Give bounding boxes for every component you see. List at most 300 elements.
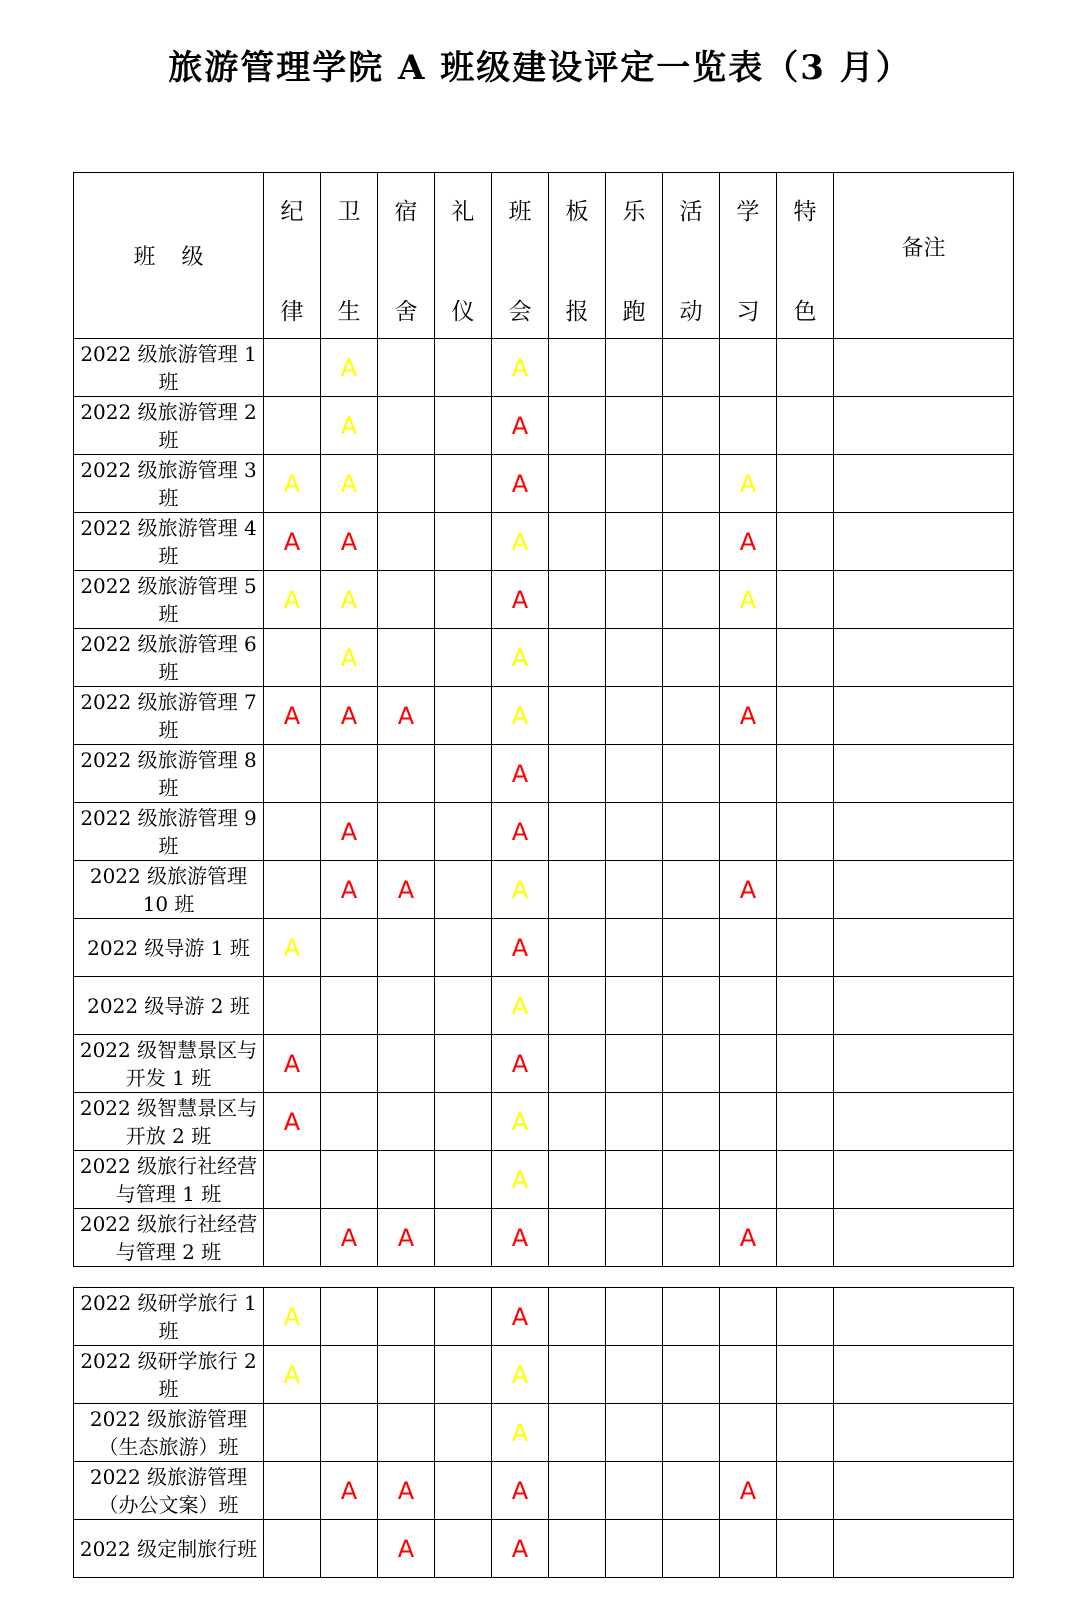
- rating-cell: [492, 745, 549, 803]
- rating-cell: [321, 1209, 378, 1267]
- rating-cell: [378, 861, 435, 919]
- rating-cell: [720, 977, 777, 1035]
- rating-mark: A: [511, 1165, 529, 1194]
- rating-cell: [663, 397, 720, 455]
- rating-cell: [549, 861, 606, 919]
- rating-cell: [720, 397, 777, 455]
- rating-cell: [663, 1151, 720, 1209]
- rating-mark: A: [511, 875, 529, 904]
- rating-cell: [321, 1346, 378, 1404]
- rating-cell: [777, 397, 834, 455]
- rating-cell: [492, 687, 549, 745]
- remark-cell: [834, 687, 1014, 745]
- table-row: [74, 629, 1014, 687]
- table-row: [74, 1288, 1014, 1346]
- rating-cell: [492, 1288, 549, 1346]
- rating-cell: [549, 745, 606, 803]
- rating-cell: [321, 803, 378, 861]
- rating-cell: [720, 1035, 777, 1093]
- rating-cell: [264, 339, 321, 397]
- table-row: [74, 1462, 1014, 1520]
- table-row: [74, 1520, 1014, 1578]
- rating-cell: [663, 977, 720, 1035]
- class-name-cell: 2022 级研学旅行 1 班: [74, 1288, 264, 1346]
- rating-cell: [435, 861, 492, 919]
- table-row: [74, 1093, 1014, 1151]
- rating-cell: [492, 1209, 549, 1267]
- header-char: 跑: [622, 299, 646, 325]
- rating-cell: [777, 455, 834, 513]
- table-row: [74, 1151, 1014, 1209]
- rating-mark: A: [511, 527, 529, 556]
- rating-mark: A: [511, 701, 529, 730]
- header-char: 律: [280, 299, 304, 325]
- rating-cell: [606, 977, 663, 1035]
- class-name-cell: 2022 级旅行社经营与管理 1 班: [74, 1151, 264, 1209]
- rating-cell: [549, 919, 606, 977]
- rating-cell: [378, 1462, 435, 1520]
- rating-mark: A: [340, 585, 358, 614]
- rating-cell: [264, 1288, 321, 1346]
- rating-cell: [264, 455, 321, 513]
- class-name-cell: 2022 级旅游管理 2 班: [74, 397, 264, 455]
- rating-cell: [663, 455, 720, 513]
- rating-mark: A: [739, 1223, 757, 1252]
- rating-cell: [663, 919, 720, 977]
- rating-mark: A: [511, 991, 529, 1020]
- rating-cell: [663, 803, 720, 861]
- rating-cell: [378, 919, 435, 977]
- rating-cell: [492, 803, 549, 861]
- rating-cell: [777, 745, 834, 803]
- header-etiquette: [435, 173, 492, 339]
- class-name-cell: 2022 级旅游管理 8 班: [74, 745, 264, 803]
- rating-table-continued: [73, 1287, 1014, 1578]
- header-char: 生: [337, 299, 361, 325]
- header-char: 报: [565, 299, 589, 325]
- remark-cell: [834, 455, 1014, 513]
- rating-cell: [378, 1288, 435, 1346]
- rating-cell: [663, 1288, 720, 1346]
- rating-cell: [492, 919, 549, 977]
- rating-cell: [606, 1209, 663, 1267]
- rating-mark: A: [283, 1360, 301, 1389]
- class-name-cell: 2022 级旅游管理 10 班: [74, 861, 264, 919]
- header-char: 动: [679, 299, 703, 325]
- rating-mark: A: [283, 469, 301, 498]
- rating-cell: [720, 803, 777, 861]
- class-name-cell: 2022 级研学旅行 2 班: [74, 1346, 264, 1404]
- remark-cell: [834, 513, 1014, 571]
- rating-cell: [663, 687, 720, 745]
- rating-cell: [777, 1209, 834, 1267]
- header-char: 习: [736, 299, 760, 325]
- table-row: [74, 339, 1014, 397]
- rating-cell: [321, 397, 378, 455]
- rating-cell: [378, 1151, 435, 1209]
- rating-cell: [264, 1346, 321, 1404]
- table-row: [74, 455, 1014, 513]
- rating-cell: [720, 513, 777, 571]
- rating-mark: A: [340, 353, 358, 382]
- table-row: [74, 571, 1014, 629]
- rating-mark: A: [340, 411, 358, 440]
- remark-cell: [834, 977, 1014, 1035]
- document-title: 旅游管理学院 A 班级建设评定一览表（3 月）: [168, 48, 912, 88]
- rating-cell: [720, 1462, 777, 1520]
- class-name-cell: 2022 级旅游管理 9 班: [74, 803, 264, 861]
- class-name-cell: 2022 级导游 2 班: [74, 977, 264, 1035]
- rating-cell: [264, 861, 321, 919]
- rating-mark: A: [739, 527, 757, 556]
- rating-cell: [264, 745, 321, 803]
- rating-cell: [378, 455, 435, 513]
- header-char: 板: [565, 199, 589, 225]
- rating-cell: [777, 629, 834, 687]
- class-name-cell: 2022 级导游 1 班: [74, 919, 264, 977]
- class-name-cell: 2022 级旅游管理 6 班: [74, 629, 264, 687]
- header-char: 舍: [394, 299, 418, 325]
- rating-cell: [264, 1209, 321, 1267]
- rating-cell: [549, 1520, 606, 1578]
- table-row: [74, 397, 1014, 455]
- rating-cell: [492, 1520, 549, 1578]
- rating-cell: [378, 1209, 435, 1267]
- rating-cell: [720, 1346, 777, 1404]
- rating-cell: [321, 455, 378, 513]
- rating-cell: [606, 455, 663, 513]
- rating-cell: [777, 919, 834, 977]
- rating-cell: [378, 513, 435, 571]
- rating-cell: [321, 745, 378, 803]
- rating-cell: [378, 571, 435, 629]
- rating-cell: [549, 1404, 606, 1462]
- rating-mark: A: [340, 817, 358, 846]
- rating-cell: [492, 1404, 549, 1462]
- rating-cell: [435, 919, 492, 977]
- table-row: [74, 1209, 1014, 1267]
- rating-cell: [663, 629, 720, 687]
- header-char: 纪: [280, 199, 304, 225]
- rating-cell: [378, 629, 435, 687]
- rating-cell: [606, 571, 663, 629]
- rating-cell: [264, 1520, 321, 1578]
- table-body-continued: [74, 1288, 1014, 1578]
- rating-cell: [264, 513, 321, 571]
- rating-mark: A: [283, 1302, 301, 1331]
- rating-mark: A: [397, 875, 415, 904]
- rating-cell: [264, 919, 321, 977]
- rating-cell: [321, 1035, 378, 1093]
- rating-cell: [435, 571, 492, 629]
- rating-cell: [777, 339, 834, 397]
- rating-mark: A: [511, 1360, 529, 1389]
- rating-cell: [435, 687, 492, 745]
- rating-cell: [435, 1035, 492, 1093]
- rating-mark: A: [739, 1476, 757, 1505]
- rating-cell: [720, 1520, 777, 1578]
- remark-cell: [834, 629, 1014, 687]
- rating-cell: [378, 745, 435, 803]
- rating-cell: [777, 1520, 834, 1578]
- rating-cell: [720, 1093, 777, 1151]
- rating-cell: [663, 1520, 720, 1578]
- rating-cell: [549, 1288, 606, 1346]
- rating-mark: A: [340, 527, 358, 556]
- rating-cell: [777, 571, 834, 629]
- rating-mark: A: [340, 1223, 358, 1252]
- rating-cell: [720, 455, 777, 513]
- rating-cell: [549, 1035, 606, 1093]
- rating-cell: [606, 1462, 663, 1520]
- class-name-cell: 2022 级旅游管理（生态旅游）班: [74, 1404, 264, 1462]
- remark-cell: [834, 1346, 1014, 1404]
- rating-mark: A: [739, 469, 757, 498]
- rating-cell: [321, 513, 378, 571]
- rating-cell: [720, 1404, 777, 1462]
- rating-cell: [549, 803, 606, 861]
- header-study: [720, 173, 777, 339]
- rating-mark: A: [511, 353, 529, 382]
- table-row: [74, 861, 1014, 919]
- rating-cell: [378, 687, 435, 745]
- rating-cell: [264, 397, 321, 455]
- rating-cell: [435, 513, 492, 571]
- rating-cell: [606, 1035, 663, 1093]
- rating-cell: [378, 1093, 435, 1151]
- class-name-cell: 2022 级旅游管理 1 班: [74, 339, 264, 397]
- rating-table-main: [73, 172, 1014, 1267]
- rating-mark: A: [397, 1534, 415, 1563]
- rating-cell: [435, 339, 492, 397]
- header-char: 乐: [622, 199, 646, 225]
- rating-cell: [492, 397, 549, 455]
- rating-cell: [549, 339, 606, 397]
- rating-cell: [435, 1346, 492, 1404]
- rating-cell: [492, 1093, 549, 1151]
- rating-cell: [321, 571, 378, 629]
- rating-cell: [549, 629, 606, 687]
- remark-cell: [834, 1035, 1014, 1093]
- rating-cell: [663, 1462, 720, 1520]
- class-name-cell: 2022 级旅游管理 3 班: [74, 455, 264, 513]
- rating-cell: [264, 1151, 321, 1209]
- rating-mark: A: [340, 1476, 358, 1505]
- rating-cell: [264, 1093, 321, 1151]
- rating-cell: [720, 919, 777, 977]
- rating-cell: [264, 687, 321, 745]
- rating-cell: [606, 1093, 663, 1151]
- rating-cell: [720, 571, 777, 629]
- remark-cell: [834, 745, 1014, 803]
- rating-cell: [549, 571, 606, 629]
- table-header-row: [74, 173, 1014, 339]
- rating-mark: A: [511, 1476, 529, 1505]
- table-row: [74, 687, 1014, 745]
- rating-mark: A: [511, 933, 529, 962]
- rating-cell: [606, 1520, 663, 1578]
- rating-cell: [435, 455, 492, 513]
- class-name-cell: 2022 级定制旅行班: [74, 1520, 264, 1578]
- rating-cell: [321, 1520, 378, 1578]
- rating-cell: [492, 1462, 549, 1520]
- header-blackboard: [549, 173, 606, 339]
- class-name-cell: 2022 级旅游管理 7 班: [74, 687, 264, 745]
- rating-cell: [606, 397, 663, 455]
- rating-cell: [435, 397, 492, 455]
- table-row: [74, 513, 1014, 571]
- table-row: [74, 919, 1014, 977]
- rating-cell: [720, 339, 777, 397]
- rating-cell: [264, 1035, 321, 1093]
- rating-cell: [264, 571, 321, 629]
- header-char: 特: [793, 199, 817, 225]
- rating-mark: A: [511, 1302, 529, 1331]
- class-name-cell: 2022 级智慧景区与开放 2 班: [74, 1093, 264, 1151]
- class-name-cell: 2022 级旅游管理 4 班: [74, 513, 264, 571]
- rating-cell: [264, 1462, 321, 1520]
- rating-mark: A: [511, 817, 529, 846]
- rating-mark: A: [283, 527, 301, 556]
- rating-mark: A: [511, 1049, 529, 1078]
- rating-cell: [606, 629, 663, 687]
- remark-cell: [834, 571, 1014, 629]
- rating-cell: [777, 687, 834, 745]
- rating-cell: [492, 1035, 549, 1093]
- rating-cell: [720, 1288, 777, 1346]
- rating-cell: [663, 1035, 720, 1093]
- rating-cell: [321, 687, 378, 745]
- rating-cell: [435, 745, 492, 803]
- rating-cell: [435, 1462, 492, 1520]
- rating-mark: A: [340, 875, 358, 904]
- rating-mark: A: [511, 759, 529, 788]
- rating-cell: [777, 513, 834, 571]
- rating-cell: [777, 803, 834, 861]
- rating-cell: [606, 1288, 663, 1346]
- rating-cell: [606, 1404, 663, 1462]
- rating-mark: A: [739, 875, 757, 904]
- rating-cell: [663, 861, 720, 919]
- header-char: 活: [679, 199, 703, 225]
- remark-cell: [834, 1288, 1014, 1346]
- rating-cell: [663, 513, 720, 571]
- rating-mark: A: [739, 585, 757, 614]
- rating-cell: [492, 629, 549, 687]
- rating-cell: [435, 1288, 492, 1346]
- rating-mark: A: [283, 585, 301, 614]
- remark-cell: [834, 339, 1014, 397]
- remark-cell: [834, 1093, 1014, 1151]
- rating-cell: [549, 1462, 606, 1520]
- table-row: [74, 977, 1014, 1035]
- rating-cell: [492, 1346, 549, 1404]
- table-row: [74, 803, 1014, 861]
- header-char: 色: [793, 299, 817, 325]
- header-class-meeting: [492, 173, 549, 339]
- rating-cell: [321, 861, 378, 919]
- table-row: [74, 745, 1014, 803]
- rating-cell: [777, 1404, 834, 1462]
- rating-cell: [720, 1151, 777, 1209]
- rating-mark: A: [340, 643, 358, 672]
- rating-cell: [264, 629, 321, 687]
- rating-cell: [606, 803, 663, 861]
- rating-mark: A: [283, 1049, 301, 1078]
- rating-cell: [321, 1288, 378, 1346]
- rating-cell: [492, 571, 549, 629]
- rating-cell: [378, 1035, 435, 1093]
- rating-cell: [777, 977, 834, 1035]
- remark-cell: [834, 919, 1014, 977]
- remark-cell: [834, 1462, 1014, 1520]
- rating-cell: [378, 1404, 435, 1462]
- class-name-cell: 2022 级旅游管理（办公文案）班: [74, 1462, 264, 1520]
- header-feature: [777, 173, 834, 339]
- rating-cell: [777, 1035, 834, 1093]
- rating-cell: [435, 1404, 492, 1462]
- rating-cell: [549, 687, 606, 745]
- rating-cell: [606, 687, 663, 745]
- rating-cell: [777, 1093, 834, 1151]
- rating-cell: [378, 803, 435, 861]
- rating-cell: [606, 1151, 663, 1209]
- header-char: 班: [508, 199, 532, 225]
- rating-cell: [720, 1209, 777, 1267]
- rating-mark: A: [283, 1107, 301, 1136]
- rating-cell: [264, 803, 321, 861]
- rating-cell: [378, 977, 435, 1035]
- rating-cell: [720, 745, 777, 803]
- rating-mark: A: [397, 701, 415, 730]
- rating-cell: [549, 397, 606, 455]
- rating-mark: A: [397, 1223, 415, 1252]
- rating-mark: A: [511, 1223, 529, 1252]
- rating-mark: A: [511, 411, 529, 440]
- rating-mark: A: [511, 1534, 529, 1563]
- rating-cell: [663, 339, 720, 397]
- rating-cell: [321, 919, 378, 977]
- header-dormitory: [378, 173, 435, 339]
- rating-cell: [549, 977, 606, 1035]
- table-row: [74, 1346, 1014, 1404]
- rating-cell: [606, 861, 663, 919]
- rating-cell: [321, 339, 378, 397]
- remark-cell: [834, 861, 1014, 919]
- rating-mark: A: [511, 585, 529, 614]
- rating-cell: [435, 1520, 492, 1578]
- rating-cell: [777, 1462, 834, 1520]
- rating-cell: [435, 1209, 492, 1267]
- rating-cell: [777, 1151, 834, 1209]
- rating-cell: [777, 1288, 834, 1346]
- rating-cell: [492, 513, 549, 571]
- rating-cell: [777, 861, 834, 919]
- header-running: [606, 173, 663, 339]
- header-char: 会: [508, 299, 532, 325]
- remark-cell: [834, 1404, 1014, 1462]
- rating-mark: A: [283, 933, 301, 962]
- header-char: 卫: [337, 199, 361, 225]
- rating-mark: A: [283, 701, 301, 730]
- rating-cell: [321, 1093, 378, 1151]
- rating-cell: [606, 919, 663, 977]
- rating-cell: [663, 571, 720, 629]
- rating-mark: A: [511, 1107, 529, 1136]
- header-activity: [663, 173, 720, 339]
- class-column-header: 班级: [74, 173, 264, 339]
- remark-cell: [834, 397, 1014, 455]
